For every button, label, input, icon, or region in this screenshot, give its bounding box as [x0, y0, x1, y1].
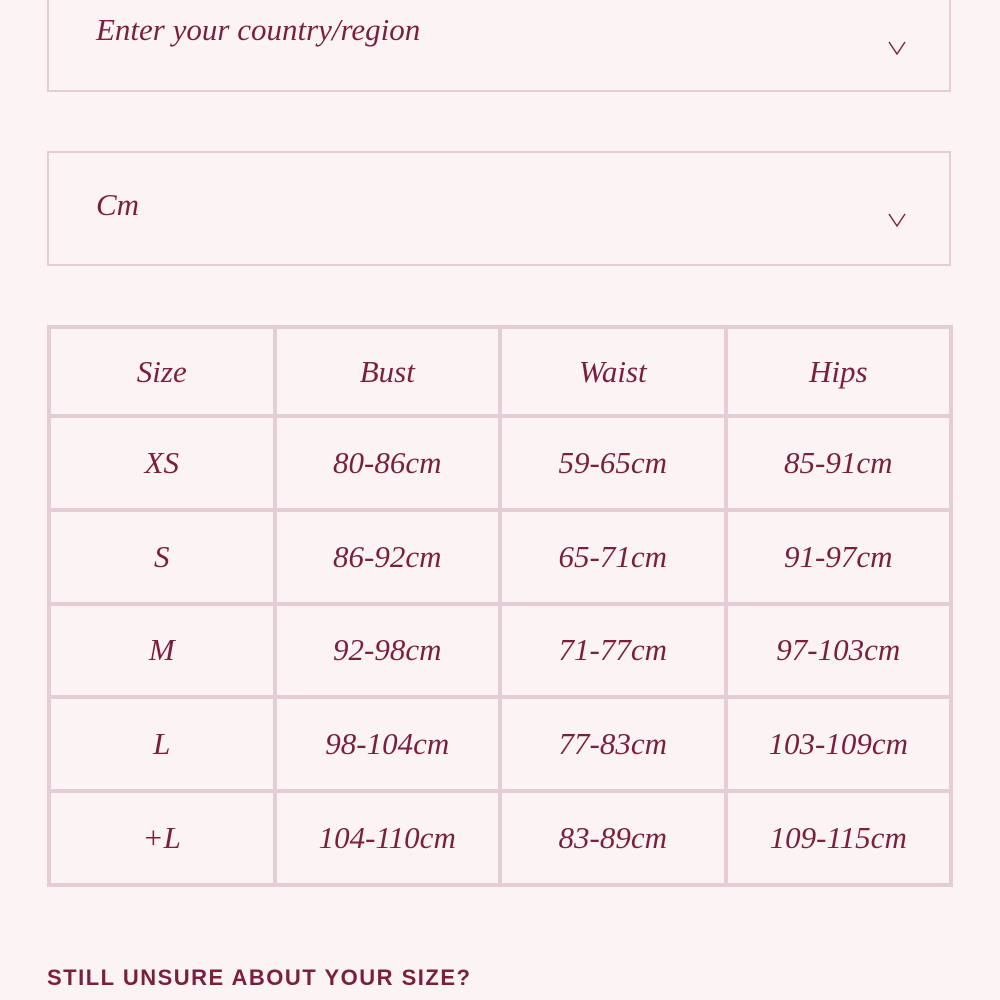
waist-cell: 59-65cm — [500, 416, 726, 510]
bust-cell: 98-104cm — [275, 697, 501, 791]
hips-cell: 109-115cm — [726, 791, 952, 885]
country-region-select[interactable] — [47, 0, 951, 92]
size-cell: L — [49, 697, 275, 791]
size-cell: S — [49, 510, 275, 604]
size-help-heading: STILL UNSURE ABOUT YOUR SIZE? — [47, 965, 472, 990]
table-row — [49, 697, 951, 791]
column-header-bust: Bust — [275, 327, 501, 416]
hips-cell: 85-91cm — [726, 416, 952, 510]
unit-select-value: Cm — [96, 187, 140, 222]
waist-cell: 77-83cm — [500, 697, 726, 791]
hips-cell: 97-103cm — [726, 604, 952, 698]
waist-cell: 71-77cm — [500, 604, 726, 698]
bust-cell: 104-110cm — [275, 791, 501, 885]
size-cell: XS — [49, 416, 275, 510]
column-header-size: Size — [49, 327, 275, 416]
waist-cell: 83-89cm — [500, 791, 726, 885]
table-row — [49, 791, 951, 885]
table-header-row — [49, 327, 951, 416]
hips-cell: 91-97cm — [726, 510, 952, 604]
size-cell: +L — [49, 791, 275, 885]
hips-cell: 103-109cm — [726, 697, 952, 791]
table-row — [49, 604, 951, 698]
size-chart-table — [47, 325, 953, 887]
column-header-waist: Waist — [500, 327, 726, 416]
chevron-down-icon — [887, 37, 907, 57]
unit-select[interactable] — [47, 151, 951, 266]
bust-cell: 80-86cm — [275, 416, 501, 510]
size-cell: M — [49, 604, 275, 698]
table-row — [49, 510, 951, 604]
column-header-hips: Hips — [726, 327, 952, 416]
bust-cell: 92-98cm — [275, 604, 501, 698]
bust-cell: 86-92cm — [275, 510, 501, 604]
chevron-down-icon — [887, 209, 907, 229]
table-row — [49, 416, 951, 510]
waist-cell: 65-71cm — [500, 510, 726, 604]
country-region-placeholder: Enter your country/region — [96, 12, 421, 47]
